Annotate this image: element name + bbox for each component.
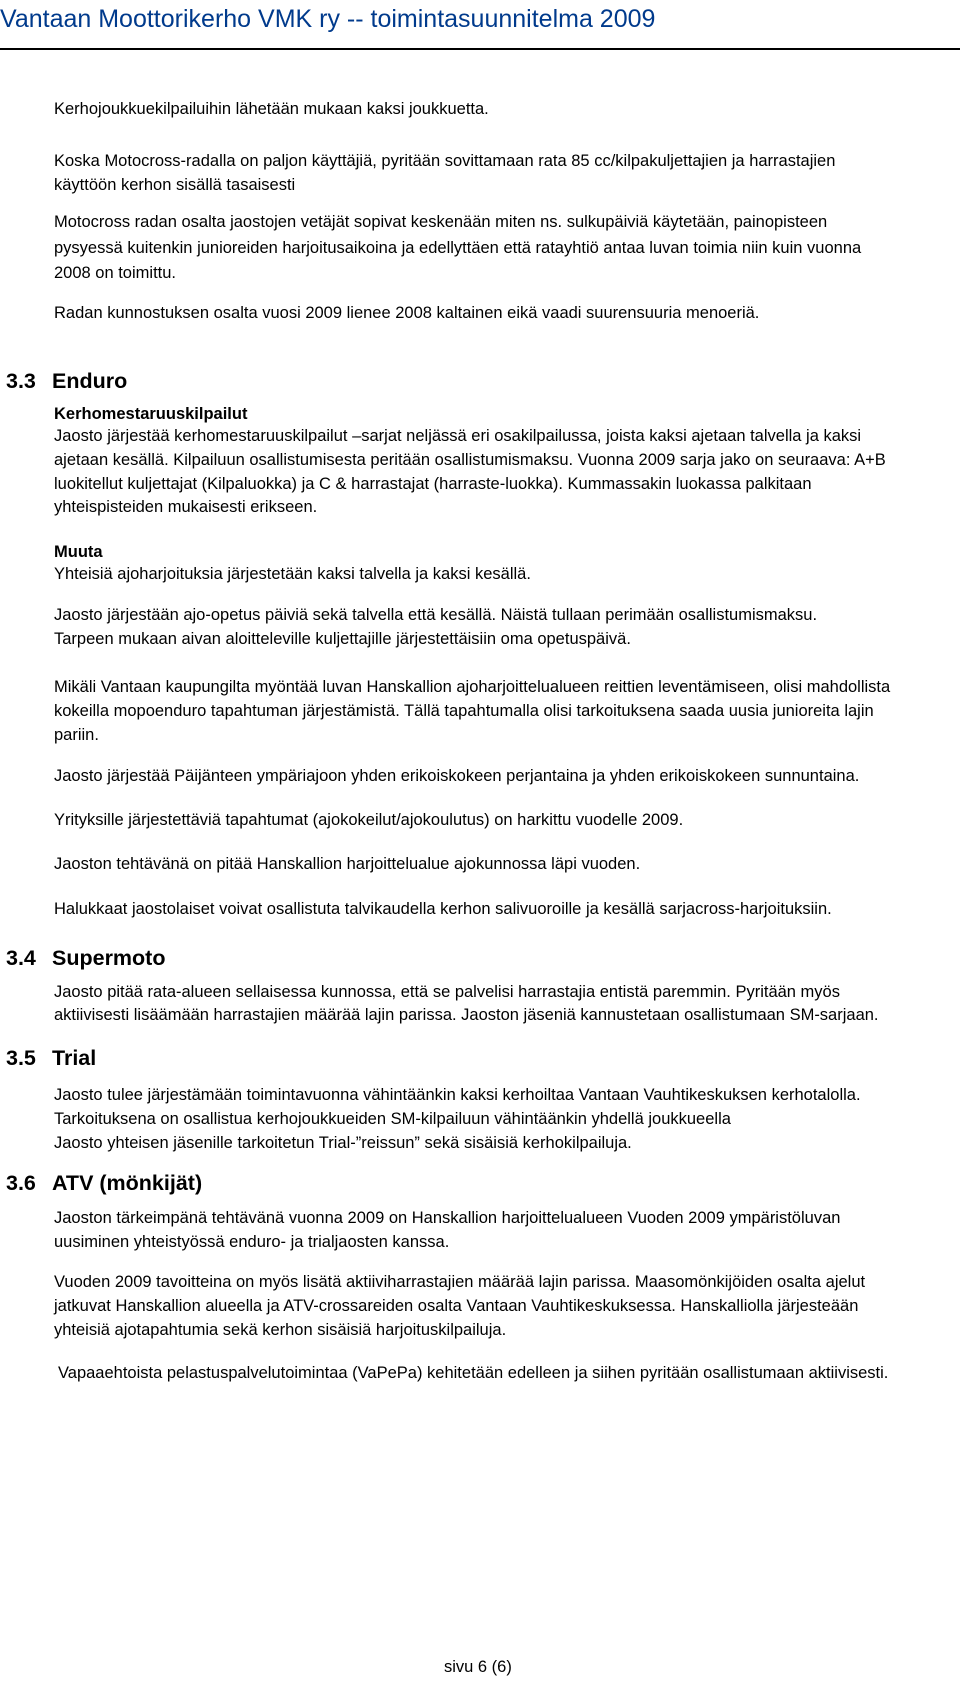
enduro-line: yhteispisteiden mukaisesti erikseen.: [54, 498, 318, 516]
enduro-line: Jaosto järjestää Päijänteen ympäriajoon yhden erikoiskokeen perjantaina ja yhden erikoiskokeen sunnuntaina.: [54, 767, 860, 785]
enduro-line: kokeilla mopoenduro tapahtuman järjestämistä. Tällä tapahtumalla olisi tarkoituksena saada uusia junioreita lajin: [54, 702, 874, 720]
section-heading-atv: [6, 1169, 306, 1197]
atv-line: uusiminen yhteistyössä enduro- ja trialjaosten kanssa.: [54, 1233, 450, 1251]
intro-line: Kerhojoukkuekilpailuihin lähetään mukaan kaksi joukkuetta.: [54, 100, 489, 118]
enduro-line: luokitellut kuljettajat (Kilpaluokka) ja C & harrastajat (harraste-luokka). Kummassakin luokassa palkitaan: [54, 475, 812, 493]
atv-line: yhteisiä ajotapahtumia sekä kerhon sisäisiä harjoituskilpailuja.: [54, 1321, 507, 1339]
trial-line: Jaosto yhteisen jäsenille tarkoitetun Trial-”reissun” sekä sisäisiä kerhokilpailuja.: [54, 1134, 632, 1152]
section-heading-supermoto: [6, 944, 306, 972]
enduro-line: ajetaan kesällä. Kilpailuun osallistumisesta peritään osallistumismaksu. Vuonna 2009 sarja jako on seuraava: A+B: [54, 451, 886, 469]
enduro-line: Yrityksille järjestettäviä tapahtumat (ajokokeilut/ajokoulutus) on harkittu vuodelle 2009.: [54, 811, 684, 829]
section-heading-trial: [6, 1044, 306, 1072]
subheading-kerhomestaruuskilpailut: Kerhomestaruuskilpailut: [54, 405, 248, 423]
supermoto-line: Jaosto pitää rata-alueen sellaisessa kunnossa, että se palvelisi harrastajia entistä paremmin. Pyritään myös: [54, 983, 840, 1001]
section-number: 3.3: [6, 369, 36, 393]
supermoto-line: aktiivisesti lisäämään harrastajien määrää lajin parissa. Jaoston jäseniä kannustetaan osallistumaan SM-sarjaan.: [54, 1006, 879, 1024]
header-title: Vantaan Moottorikerho VMK ry -- toimintasuunnitelma 2009: [0, 5, 656, 33]
enduro-line: Jaoston tehtävänä on pitää Hanskallion harjoittelualue ajokunnossa läpi vuoden.: [54, 855, 641, 873]
enduro-line: pariin.: [54, 726, 99, 744]
atv-line: Vapaaehtoista pelastuspalvelutoimintaa (VaPePa) kehitetään edelleen ja siihen pyritään osallistumaan aktiivisesti.: [58, 1364, 889, 1382]
intro-line: Motocross radan osalta jaostojen vetäjät sopivat keskenään miten ns. sulkupäiviä käytetään, painopisteen: [54, 213, 828, 231]
section-title: Supermoto: [52, 946, 166, 970]
enduro-line: Tarpeen mukaan aivan aloitteleville kuljettajille järjestettäisiin oma opetuspäivä.: [54, 630, 631, 648]
page-number: sivu 6 (6): [444, 1658, 512, 1676]
intro-line: pysyessä kuitenkin junioreiden harjoitusaikoina ja edellyttäen että ratayhtiö antaa luvan toimia niin kuin vuonna: [54, 239, 862, 257]
section-number: 3.6: [6, 1171, 36, 1195]
section-number: 3.4: [6, 946, 36, 970]
enduro-line: Mikäli Vantaan kaupungilta myöntää luvan Hanskallion ajoharjoittelualueen reittien leventämiseen, olisi mahdollista: [54, 678, 891, 696]
header-divider: [0, 48, 960, 50]
page-header: [0, 0, 960, 52]
intro-line: Radan kunnostuksen osalta vuosi 2009 lienee 2008 kaltainen eikä vaadi suurensuuria menoeriä.: [54, 304, 760, 322]
subheading-muuta: Muuta: [54, 543, 103, 561]
section-title: ATV (mönkijät): [52, 1171, 203, 1195]
atv-line: jatkuvat Hanskallion alueella ja ATV-crossareiden osalta Vantaan Vauhtikeskuksessa. Hanskalliolla järjesteään: [54, 1297, 859, 1315]
enduro-line: Jaosto järjestää kerhomestaruuskilpailut –sarjat neljässä eri osakilpailussa, joista kaksi ajetaan talvella ja kaksi: [54, 427, 862, 445]
atv-line: Vuoden 2009 tavoitteina on myös lisätä aktiiviharrastajien määrää lajin parissa. Maasomönkijöiden osalta ajelut: [54, 1273, 866, 1291]
section-title: Trial: [52, 1046, 97, 1070]
enduro-line: Yhteisiä ajoharjoituksia järjestetään kaksi talvella ja kaksi kesällä.: [54, 565, 531, 583]
section-heading-enduro: [6, 367, 306, 395]
trial-line: Jaosto tulee järjestämään toimintavuonna vähintäänkin kaksi kerhoiltaa Vantaan Vauhtikeskuksen kerhotalolla.: [54, 1086, 861, 1104]
intro-line: käyttöön kerhon sisällä tasaisesti: [54, 176, 296, 194]
section-number: 3.5: [6, 1046, 36, 1070]
trial-line: Tarkoituksena on osallistua kerhojoukkueiden SM-kilpailuun vähintäänkin yhdellä joukkueella: [54, 1110, 731, 1128]
enduro-line: Halukkaat jaostolaiset voivat osallistuta talvikaudella kerhon salivuoroille ja kesällä sarjacross-harjoituksiin.: [54, 900, 832, 918]
section-title: Enduro: [52, 369, 128, 393]
enduro-line: Jaosto järjestään ajo-opetus päiviä sekä talvella että kesällä. Näistä tullaan perimään osallistumismaksu.: [54, 606, 818, 624]
intro-line: Koska Motocross-radalla on paljon käyttäjiä, pyritään sovittamaan rata 85 cc/kilpakuljettajien ja harrastajien: [54, 152, 836, 170]
atv-line: Jaoston tärkeimpänä tehtävänä vuonna 2009 on Hanskallion harjoittelualueen Vuoden 2009 ympäristöluvan: [54, 1209, 841, 1227]
intro-line: 2008 on toimittu.: [54, 264, 176, 282]
